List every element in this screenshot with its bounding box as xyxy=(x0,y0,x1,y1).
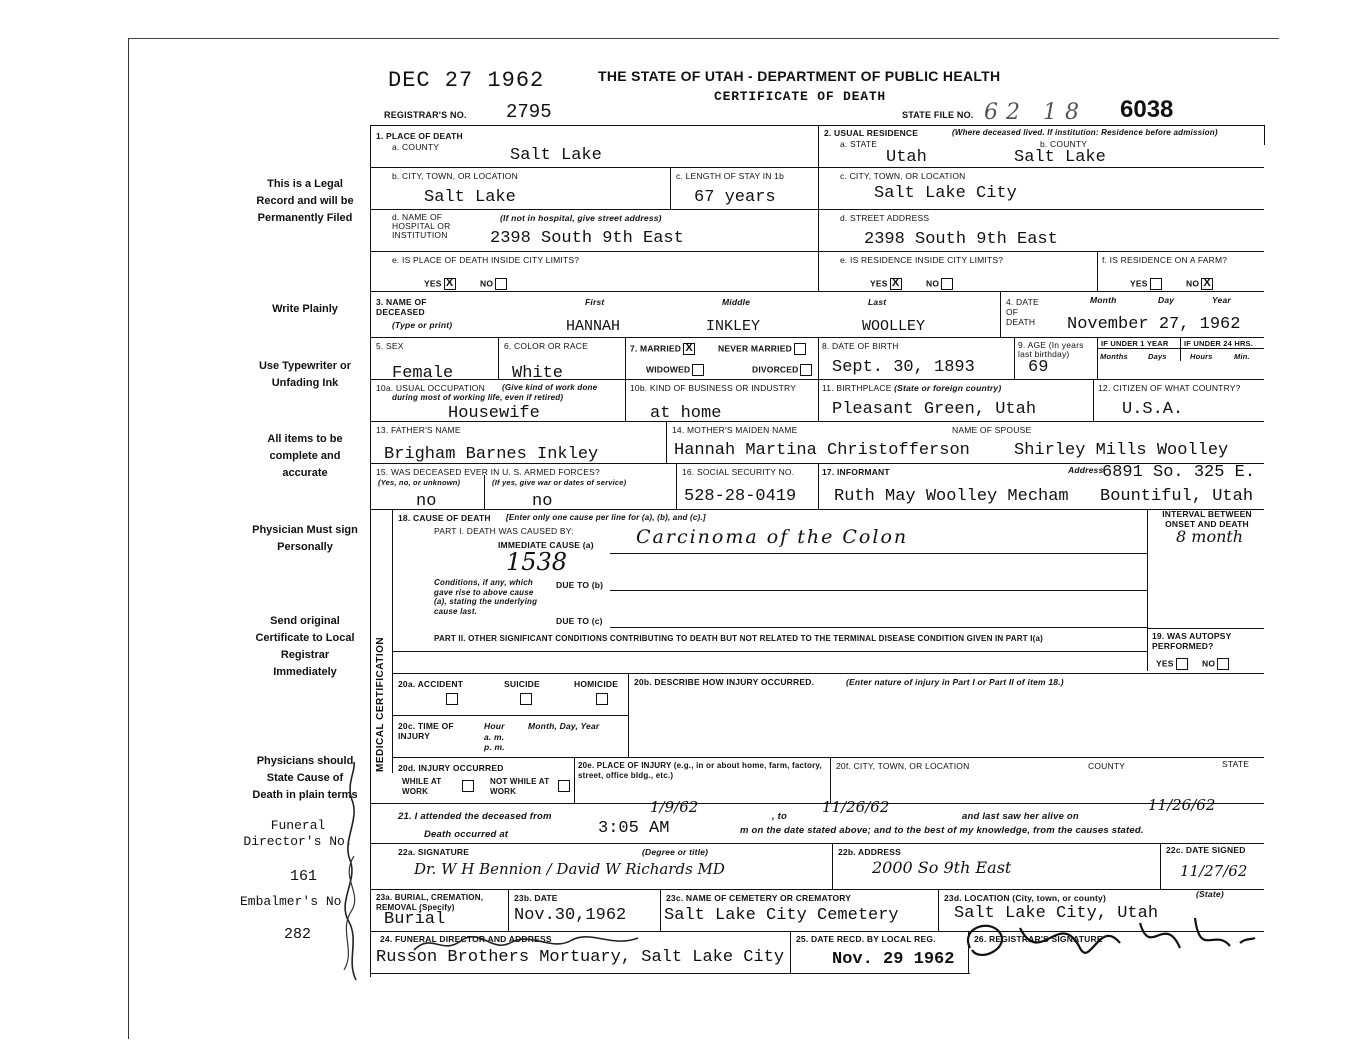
embalmer-no: 282 xyxy=(284,926,312,943)
suicide-label: SUICIDE xyxy=(504,679,540,689)
county-label: COUNTY xyxy=(1088,761,1126,771)
interval-value: 8 month xyxy=(1176,527,1244,546)
state-file-label: STATE FILE NO. xyxy=(902,110,974,120)
field-23b-label: 23b. DATE xyxy=(514,893,558,903)
informant-line-scribble xyxy=(412,928,642,958)
registrar-no: 2795 xyxy=(506,101,552,123)
field-15-note-2: (If yes, give war or dates of service) xyxy=(492,478,627,487)
informant-address-2: Bountiful, Utah xyxy=(1100,487,1254,506)
m-on-label: m on the date stated above; and to the best of my knowledge, from the causes stated. xyxy=(740,825,1144,836)
certificate-title: CERTIFICATE OF DEATH xyxy=(714,89,887,104)
field-20b-label: 20b. DESCRIBE HOW INJURY OCCURRED. xyxy=(634,677,815,687)
field-22a-label: 22a. SIGNATURE xyxy=(398,847,470,857)
conditions-note: Conditions, if any, which gave rise to above cause (a), stating the underlying cause last. xyxy=(434,578,538,616)
deceased-middle-name: INKLEY xyxy=(706,318,761,335)
field-1a-county: Salt Lake xyxy=(510,146,602,165)
field-1a-label: a. COUNTY xyxy=(392,142,440,152)
to-label: , to xyxy=(772,811,788,822)
birthplace: Pleasant Green, Utah xyxy=(832,400,1037,419)
state-file-handwritten: 62 18 xyxy=(984,100,1087,125)
address-label: Address xyxy=(1068,465,1104,475)
cemetery-location: Salt Lake City, Utah xyxy=(954,904,1159,923)
date-of-death: November 27, 1962 xyxy=(1067,315,1241,334)
checkbox-autopsy-no[interactable] xyxy=(1217,658,1229,670)
checkbox-2f-no[interactable]: X xyxy=(1201,278,1213,290)
field-4-label: 4. DATE OF DEATH xyxy=(1006,297,1039,327)
margin-write-plainly: Write Plainly xyxy=(272,303,338,315)
field-10a-note: (Give kind of work done during most of working life, even if retired) xyxy=(392,383,598,402)
field-7-divorced: DIVORCED xyxy=(752,364,812,376)
field-20e-label: 20e. PLACE OF INJURY (e.g., in or about home, farm, factory, street, office bldg., etc.) xyxy=(578,761,822,780)
registrar-signature-scribble xyxy=(950,888,1260,978)
interval-label: INTERVAL BETWEEN ONSET AND DEATH xyxy=(1162,509,1252,529)
due-to-b-label: DUE TO (b) xyxy=(556,580,604,590)
field-20a-label: 20a. ACCIDENT xyxy=(398,679,464,689)
fathers-name: Brigham Barnes Inkley xyxy=(384,445,599,464)
field-2e-no: NO xyxy=(926,278,953,290)
degree-label: (Degree or title) xyxy=(642,847,709,857)
field-11-label: 11. BIRTHPLACE (State or foreign country) xyxy=(822,383,1002,393)
checkbox-2e-yes[interactable]: X xyxy=(890,278,902,290)
margin-typewriter: Use Typewriter or Unfading Ink xyxy=(258,360,352,389)
deceased-first-name: HANNAH xyxy=(566,318,621,335)
field-1d-hospital: 2398 South 9th East xyxy=(490,229,684,248)
first-label: First xyxy=(585,297,605,307)
attended-to: 11/26/62 xyxy=(822,798,890,816)
field-2-label: 2. USUAL RESIDENCE xyxy=(824,128,919,138)
field-20c-label: 20c. TIME OF INJURY xyxy=(398,721,454,741)
field-2c-label: c. CITY, TOWN, OR LOCATION xyxy=(840,171,966,181)
field-2b-county: Salt Lake xyxy=(1014,148,1106,167)
field-2c-city: Salt Lake City xyxy=(874,184,1017,203)
year-label: Year xyxy=(1212,295,1231,305)
armed-forces-service: no xyxy=(532,492,553,511)
margin-send-original: Send original Certificate to Local Registrar Immediately xyxy=(255,615,355,678)
physician-signature: Dr. W H Bennion / David W Richards MD xyxy=(414,860,725,878)
days-label: Days xyxy=(1148,352,1167,361)
field-3-label: 3. NAME OF DECEASED xyxy=(376,297,427,317)
disposition: Burial xyxy=(384,910,446,929)
checkbox-not-while-at-work[interactable] xyxy=(558,780,570,792)
field-2d-label: d. STREET ADDRESS xyxy=(840,213,930,223)
due-to-c-label: DUE TO (c) xyxy=(556,616,603,626)
hour-label: Hour a. m. p. m. xyxy=(484,721,505,752)
field-15-note-1: (Yes, no, or unknown) xyxy=(378,478,461,487)
code-1538: 1538 xyxy=(506,548,568,576)
field-1d-label: d. NAME OF HOSPITAL OR INSTITUTION xyxy=(392,212,451,240)
field-8-label: 8. DATE OF BIRTH xyxy=(822,341,899,351)
field-2e-yes: YES X xyxy=(870,278,902,290)
field-2a-state: Utah xyxy=(886,148,927,167)
checkbox-1e-no[interactable] xyxy=(495,278,507,290)
part-2-label: PART II. OTHER SIGNIFICANT CONDITIONS CONTRIBUTING TO DEATH BUT NOT RELATED TO THE TERMINAL DISEASE CONDITION GIVEN IN PART I(a) xyxy=(434,634,1044,643)
social-security-no: 528-28-0419 xyxy=(684,487,797,506)
field-2b-label: b. COUNTY xyxy=(1040,139,1088,149)
field-1b-city: Salt Lake xyxy=(424,188,516,207)
field-1e-no: NO xyxy=(480,278,507,290)
field-23d-label: 23d. LOCATION (City, town, or county) xyxy=(944,893,1106,903)
field-17-label: 17. INFORMANT xyxy=(822,467,890,477)
registrar-label: REGISTRAR'S NO. xyxy=(384,110,467,120)
margin-physicians-should: Physicians should State Cause of Death in plain terms xyxy=(252,755,358,801)
field-22b-label: 22b. ADDRESS xyxy=(838,847,902,857)
field-2d-street: 2398 South 9th East xyxy=(864,230,1058,249)
field-18-label: 18. CAUSE OF DEATH xyxy=(398,513,491,523)
funeral-director-no: 161 xyxy=(290,868,318,885)
not-while-at-work: NOT WHILE AT WORK xyxy=(490,777,550,796)
spouse-name: Shirley Mills Woolley xyxy=(1014,441,1229,460)
informant: Ruth May Woolley Mecham xyxy=(834,487,1069,506)
field-1c-stay: 67 years xyxy=(694,188,776,207)
informant-address-1: 6891 So. 325 E. xyxy=(1102,463,1256,482)
field-6-label: 6. COLOR OR RACE xyxy=(504,341,588,351)
hours-label: Hours xyxy=(1190,352,1213,361)
field-2f-no: NO X xyxy=(1186,278,1213,290)
citizenship: U.S.A. xyxy=(1122,400,1184,419)
field-20d-label: 20d. INJURY OCCURRED xyxy=(398,763,504,773)
middle-label: Middle xyxy=(722,297,751,307)
date-stamp: DEC 27 1962 xyxy=(388,68,545,93)
field-2f-yes: YES xyxy=(1130,278,1162,290)
margin-legal-record: This is a Legal Record and will be Permanently Filed xyxy=(256,178,354,224)
field-20b-note: (Enter nature of injury in Part I or Part II of item 18.) xyxy=(846,677,1064,687)
field-1b-label: b. CITY, TOWN, OR LOCATION xyxy=(392,171,518,181)
checkbox-2f-yes[interactable] xyxy=(1150,278,1162,290)
months-label: Months xyxy=(1100,352,1128,361)
field-7-never-married: NEVER MARRIED xyxy=(718,343,806,355)
sex: Female xyxy=(392,364,454,383)
margin-signature-scribble xyxy=(326,760,372,990)
field-1c-label: c. LENGTH OF STAY IN 1b xyxy=(676,171,785,181)
state-paren-label: (State) xyxy=(1196,889,1224,899)
part-1-label: PART I. DEATH WAS CAUSED BY: xyxy=(434,526,574,536)
date-received: Nov. 29 1962 xyxy=(832,950,955,969)
date-signed: 11/27/62 xyxy=(1180,862,1248,880)
checkbox-never-married[interactable] xyxy=(794,343,806,355)
field-19-no: NO xyxy=(1202,658,1229,670)
field-1d-note: (If not in hospital, give street address) xyxy=(500,213,662,223)
under-1-year: IF UNDER 1 YEAR xyxy=(1101,339,1169,348)
field-2-note: (Where deceased lived. If institution: Residence before admission) xyxy=(952,128,1218,137)
last-saw-date: 11/26/62 xyxy=(1148,796,1216,814)
spouse-label: NAME OF SPOUSE xyxy=(952,425,1032,435)
field-7-widowed: WIDOWED xyxy=(646,364,704,376)
checkbox-suicide[interactable] xyxy=(520,693,532,705)
checkbox-divorced[interactable] xyxy=(800,364,812,376)
checkbox-while-at-work[interactable] xyxy=(462,780,474,792)
field-1-label: 1. PLACE OF DEATH xyxy=(376,131,463,141)
field-2f-label: f. IS RESIDENCE ON A FARM? xyxy=(1102,255,1228,265)
field-9-label: 9. AGE (In years last birthday) xyxy=(1018,340,1084,359)
field-20f-label: 20f. CITY, TOWN, OR LOCATION xyxy=(836,761,970,771)
field-25-label: 25. DATE RECD. BY LOCAL REG. xyxy=(796,934,936,944)
checkbox-married[interactable]: X xyxy=(683,343,695,355)
checkbox-homicide[interactable] xyxy=(596,693,608,705)
last-saw-label: and last saw her alive on xyxy=(962,811,1079,822)
min-label: Min. xyxy=(1234,352,1250,361)
day-label: Day xyxy=(1158,295,1175,305)
checkbox-2e-no[interactable] xyxy=(941,278,953,290)
age: 69 xyxy=(1028,358,1049,377)
field-23c-label: 23c. NAME OF CEMETERY OR CREMATORY xyxy=(666,893,852,903)
kind-of-business: at home xyxy=(650,404,722,423)
immediate-cause-label: IMMEDIATE CAUSE (a) xyxy=(498,540,594,550)
field-10a-label: 10a. USUAL OCCUPATION xyxy=(376,383,485,393)
while-at-work: WHILE AT WORK xyxy=(402,777,442,796)
deceased-last-name: WOOLLEY xyxy=(862,318,926,335)
field-21-attended: 21. I attended the deceased from xyxy=(398,811,552,822)
margin-physician: Physician Must sign Personally xyxy=(252,524,358,553)
field-16-label: 16. SOCIAL SECURITY NO. xyxy=(682,467,795,477)
field-15-label: 15. WAS DECEASED EVER IN U. S. ARMED FORCES? xyxy=(376,467,600,477)
death-time: 3:05 AM xyxy=(598,819,670,838)
homicide-label: HOMICIDE xyxy=(574,679,619,689)
month-day-year-label: Month, Day, Year xyxy=(528,721,600,731)
death-occurred-label: Death occurred at xyxy=(424,829,509,840)
checkbox-widowed[interactable] xyxy=(692,364,704,376)
field-24-label: 24. FUNERAL DIRECTOR AND ADDRESS xyxy=(380,934,552,944)
field-1e-yes: YES X xyxy=(424,278,456,290)
checkbox-accident[interactable] xyxy=(446,693,458,705)
field-19-label: 19. WAS AUTOPSY PERFORMED? xyxy=(1152,631,1232,651)
medical-certification-label: MEDICAL CERTIFICATION xyxy=(375,636,386,772)
margin-all-items: All items to be complete and accurate xyxy=(267,433,343,479)
field-13-label: 13. FATHER'S NAME xyxy=(376,425,461,435)
state-title: THE STATE OF UTAH - DEPARTMENT OF PUBLIC HEALTH xyxy=(598,68,1001,84)
field-7-married: 7. MARRIED X xyxy=(630,343,695,355)
field-2a-label: a. STATE xyxy=(840,139,878,149)
disposition-date: Nov.30,1962 xyxy=(514,906,627,925)
field-23a-label: 23a. BURIAL, CREMATION, REMOVAL (Specify) xyxy=(376,893,484,912)
date-of-birth: Sept. 30, 1893 xyxy=(832,358,975,377)
field-26-label: 26. REGISTRAR'S SIGNATURE xyxy=(974,934,1103,944)
color-race: White xyxy=(512,364,564,383)
checkbox-1e-yes[interactable]: X xyxy=(444,278,456,290)
armed-forces: no xyxy=(416,492,437,511)
checkbox-autopsy-yes[interactable] xyxy=(1176,658,1188,670)
state-label: STATE xyxy=(1222,759,1250,769)
field-12-label: 12. CITIZEN OF WHAT COUNTRY? xyxy=(1098,383,1241,393)
physician-address: 2000 So 9th East xyxy=(872,858,1012,877)
field-5-label: 5. SEX xyxy=(376,341,404,351)
last-label: Last xyxy=(868,297,887,307)
state-file-no: 6038 xyxy=(1120,96,1174,123)
field-18-note: [Enter only one cause per line for (a), (b), and (c).] xyxy=(506,513,706,522)
field-14-label: 14. MOTHER'S MAIDEN NAME xyxy=(672,425,798,435)
field-3-note: (Type or print) xyxy=(392,320,453,330)
mothers-maiden-name: Hannah Martina Christofferson xyxy=(674,441,970,460)
usual-occupation: Housewife xyxy=(448,404,540,423)
field-1e-label: e. IS PLACE OF DEATH INSIDE CITY LIMITS? xyxy=(392,255,580,265)
immediate-cause: Carcinoma of the Colon xyxy=(636,526,909,548)
funeral-director: Russon Brothers Mortuary, Salt Lake City xyxy=(376,948,785,967)
month-label: Month xyxy=(1090,295,1117,305)
field-2e-label: e. IS RESIDENCE INSIDE CITY LIMITS? xyxy=(840,255,1004,265)
attended-from: 1/9/62 xyxy=(650,798,699,816)
margin-embalmer: Embalmer's No. xyxy=(240,894,350,909)
field-22c-label: 22c. DATE SIGNED xyxy=(1166,845,1246,855)
field-19-yes: YES xyxy=(1156,658,1188,670)
field-10b-label: 10b. KIND OF BUSINESS OR INDUSTRY xyxy=(630,383,797,393)
cemetery: Salt Lake City Cemetery xyxy=(664,906,899,925)
margin-funeral-director: Funeral Director's No. xyxy=(243,818,353,849)
under-24-hrs: IF UNDER 24 HRS. xyxy=(1184,339,1254,348)
